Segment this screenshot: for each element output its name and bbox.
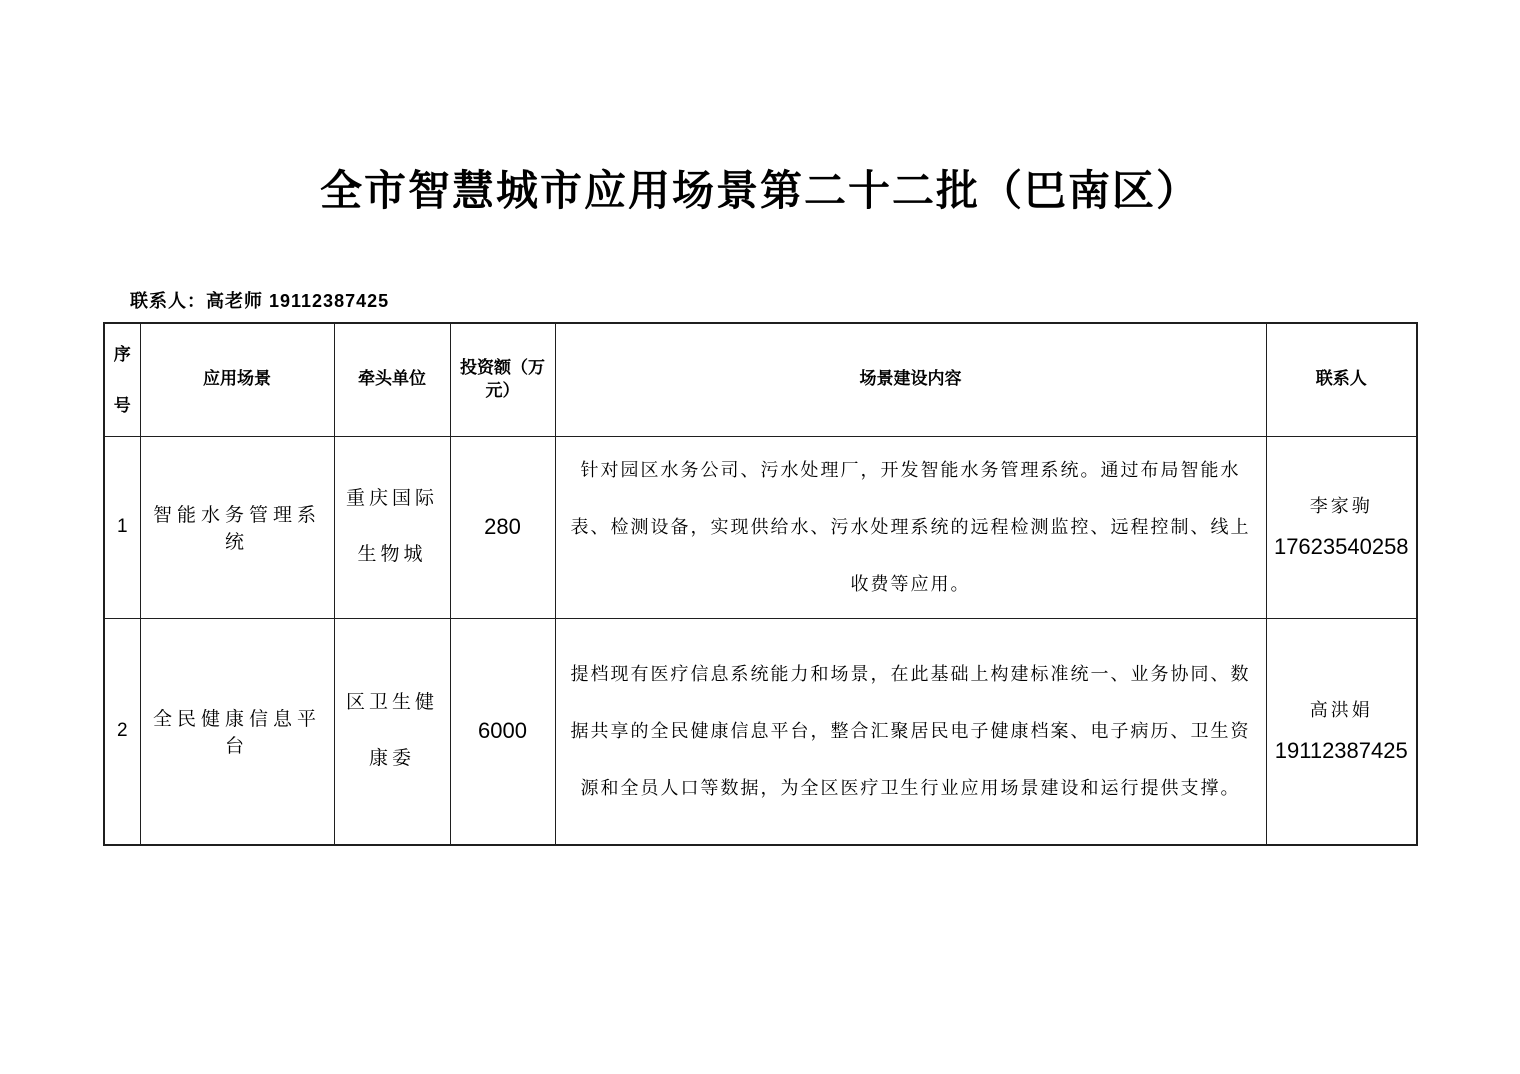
row-contact <box>1266 618 1417 845</box>
row-lead-unit: 重庆国际生物城 <box>334 436 450 618</box>
contact-name: 高洪娟 <box>1309 700 1373 721</box>
contact-name: 李家驹 <box>1309 496 1373 517</box>
header-investment: 投资额（万元） <box>450 323 555 436</box>
row-content: 提档现有医疗信息系统能力和场景，在此基础上构建标准统一、业务协同、数据共享的全民健康信息平台，整合汇聚居民电子健康档案、电子病历、卫生资源和全员人口等数据，为全区医疗卫生行业应用场景建设和运行提供支撑。 <box>555 618 1266 845</box>
contact-phone: 17623540258 <box>1273 534 1409 560</box>
header-scenario: 应用场景 <box>140 323 334 436</box>
page-title: 全市智慧城市应用场景第二十二批（巴南区） <box>319 169 1200 215</box>
header-lead-unit: 牵头单位 <box>334 323 450 436</box>
table-row <box>104 618 1417 845</box>
row-index: 1 <box>104 436 140 618</box>
row-investment: 280 <box>450 436 555 618</box>
row-scenario: 全民健康信息平台 <box>140 618 334 845</box>
row-lead-unit: 区卫生健康委 <box>334 618 450 845</box>
header-content: 场景建设内容 <box>555 323 1266 436</box>
row-contact <box>1266 436 1417 618</box>
row-investment: 6000 <box>450 618 555 845</box>
scenarios-table <box>103 322 1418 846</box>
row-index: 2 <box>104 618 140 845</box>
header-contact: 联系人 <box>1266 323 1417 436</box>
table-header-row <box>104 323 1417 436</box>
table-row <box>104 436 1417 618</box>
document-contact-line: 联系人：高老师 19112387425 <box>130 291 390 311</box>
header-index: 序号 <box>104 323 140 436</box>
contact-phone: 19112387425 <box>1274 738 1408 764</box>
row-scenario: 智能水务管理系统 <box>140 436 334 618</box>
row-content: 针对园区水务公司、污水处理厂，开发智能水务管理系统。通过布局智能水表、检测设备，实现供给水、污水处理系统的远程检测监控、远程控制、线上收费等应用。 <box>555 436 1266 618</box>
